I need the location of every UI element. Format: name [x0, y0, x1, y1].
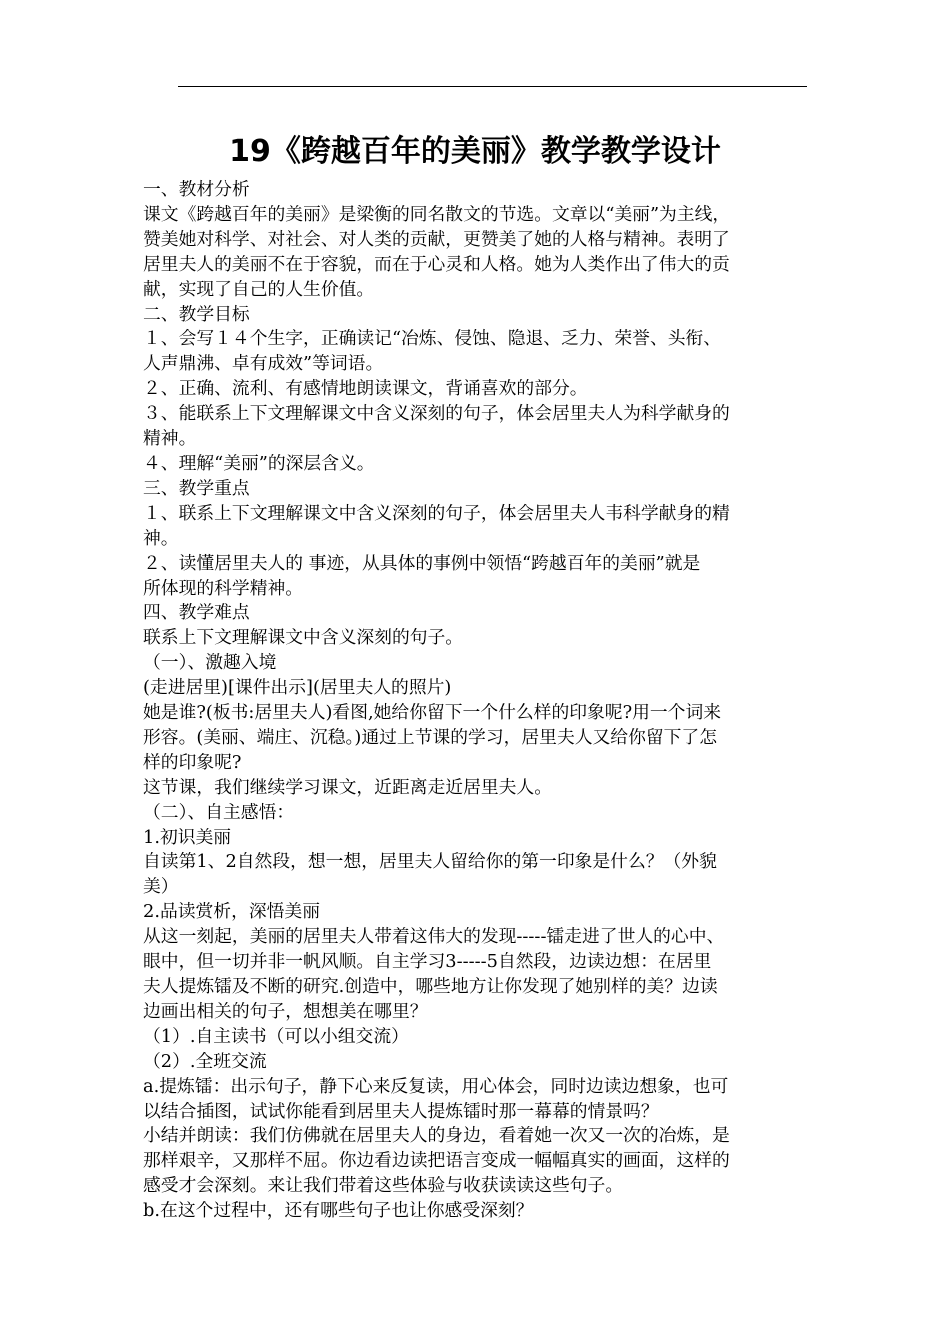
text-line: 三、教学重点	[143, 477, 250, 499]
text-line: １、联系上下文理解课文中含义深刻的句子，体会居里夫人韦科学献身的精	[143, 502, 730, 524]
text-line: 眼中，但一切并非一帆风顺。自主学习3-----5自然段，边读边想：在居里	[143, 951, 712, 973]
text-line: （二）、自主感悟：	[143, 801, 295, 823]
text-line: b.在这个过程中，还有哪些句子也让你感受深刻？	[143, 1200, 534, 1222]
text-line: 神。	[143, 527, 179, 549]
text-line: 精神。	[143, 428, 197, 450]
document-body	[143, 178, 808, 1224]
text-line: 这节课，我们继续学习课文，近距离走近居里夫人。	[143, 776, 552, 798]
text-line: 从这一刻起，美丽的居里夫人带着这伟大的发现-----镭走进了世人的心中、	[143, 926, 725, 948]
text-line: 感受才会深刻。来让我们带着这些体验与收获读读这些句子。	[143, 1175, 624, 1197]
text-line: （2）.全班交流	[143, 1050, 267, 1072]
text-line: 所体现的科学精神。	[143, 577, 304, 599]
text-line: １、会写１４个生字，正确读记“冶炼、侵蚀、隐退、乏力、荣誉、头衔、	[143, 328, 722, 350]
text-line: 1.初识美丽	[143, 826, 232, 848]
text-line: ３、能联系上下文理解课文中含义深刻的句子，体会居里夫人为科学献身的	[143, 403, 730, 425]
text-line: ２、正确、流利、有感情地朗读课文，背诵喜欢的部分。	[143, 378, 588, 400]
text-line: ２、读懂居里夫人的 事迹，从具体的事例中领悟“跨越百年的美丽”就是	[143, 552, 701, 574]
text-line: 形容。(美丽、端庄、沉稳。)通过上节课的学习，居里夫人又给你留下了怎	[143, 726, 717, 748]
text-line: a.提炼镭：出示句子，静下心来反复读，用心体会，同时边读边想象，也可	[143, 1075, 729, 1097]
document-title: 19《跨越百年的美丽》教学教学设计	[229, 134, 721, 169]
text-line: 2.品读赏析，深悟美丽	[143, 901, 320, 923]
header-rule	[178, 86, 807, 87]
text-line: 献，实现了自己的人生价值。	[143, 278, 375, 300]
text-line: 样的印象呢?	[143, 751, 242, 773]
text-line: 四、教学难点	[143, 602, 250, 624]
text-line: 居里夫人的美丽不在于容貌，而在于心灵和人格。她为人类作出了伟大的贡	[143, 253, 730, 275]
text-line: 那样艰辛，又那样不屈。你边看边读把语言变成一幅幅真实的画面，这样的	[143, 1150, 730, 1172]
text-line: 赞美她对科学、对社会、对人类的贡献，更赞美了她的人格与精神。表明了	[143, 228, 730, 250]
text-line: ４、理解“美丽”的深层含义。	[143, 452, 375, 474]
text-line: 自读第1、2自然段，想一想，居里夫人留给你的第一印象是什么？（外貌	[143, 851, 717, 873]
text-line: 小结并朗读：我们仿佛就在居里夫人的身边，看着她一次又一次的冶炼，是	[143, 1125, 730, 1147]
text-line: (走进居里)[课件出示](居里夫人的照片)	[143, 677, 452, 699]
text-line: 课文《跨越百年的美丽》是梁衡的同名散文的节选。文章以“美丽”为主线，	[143, 203, 731, 225]
text-line: 以结合插图，试试你能看到居里夫人提炼镭时那一幕幕的情景吗？	[143, 1100, 659, 1122]
text-line: 人声鼎沸、卓有成效”等词语。	[143, 353, 384, 375]
text-line: 二、教学目标	[143, 303, 250, 325]
text-line: 她是谁?(板书:居里夫人)看图,她给你留下一个什么样的印象呢?用一个词来	[143, 702, 722, 724]
text-line: 联系上下文理解课文中含义深刻的句子。	[143, 627, 464, 649]
text-line: 美）	[143, 876, 179, 898]
text-line: （1）.自主读书（可以小组交流）	[143, 1025, 409, 1047]
text-line: （一）、激趣入境	[143, 652, 277, 674]
text-line: 夫人提炼镭及不断的研究.创造中，哪些地方让你发现了她别样的美？边读	[143, 976, 718, 997]
text-line: 边画出相关的句子，想想美在哪里？	[143, 1000, 428, 1022]
text-line: 一、教材分析	[143, 179, 250, 200]
